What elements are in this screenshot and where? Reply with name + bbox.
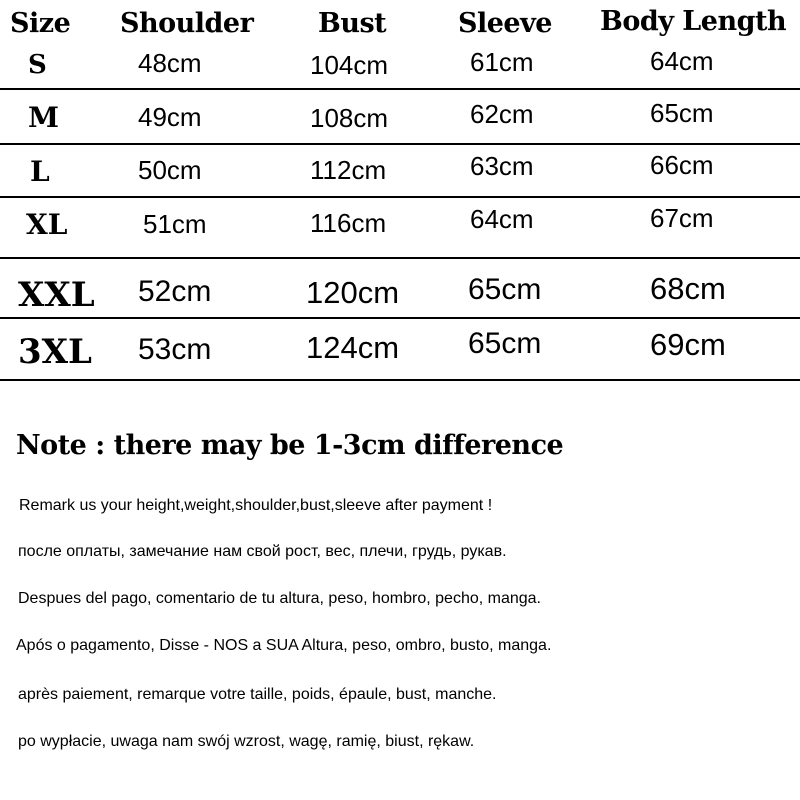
shoulder-cell: 53cm <box>138 333 212 366</box>
shoulder-cell: 48cm <box>138 48 202 78</box>
header-shoulder: Shoulder <box>120 8 254 39</box>
shoulder-cell: 49cm <box>138 102 202 132</box>
header-size: Size <box>10 8 71 39</box>
body-length-cell: 65cm <box>650 98 714 128</box>
body-length-cell: 69cm <box>650 327 726 362</box>
header-body-length: Body Length <box>600 6 787 37</box>
remark-line-russian: после оплаты, замечание нам свой рост, вес, плечи, грудь, рукав. <box>18 543 507 560</box>
sleeve-cell: 65cm <box>468 327 542 360</box>
size-cell: 3XL <box>18 332 92 372</box>
header-sleeve: Sleeve <box>458 8 552 39</box>
bust-cell: 124cm <box>306 330 400 365</box>
row-divider <box>0 88 800 90</box>
row-divider <box>0 257 800 259</box>
body-length-cell: 68cm <box>650 271 726 306</box>
remark-line-polish: po wypłacie, uwaga nam swój wzrost, wagę, ramię, biust, rękaw. <box>18 733 475 750</box>
sleeve-cell: 62cm <box>470 99 534 129</box>
sleeve-cell: 63cm <box>470 151 534 181</box>
size-cell: L <box>30 155 50 188</box>
row-divider <box>0 143 800 145</box>
size-cell: M <box>28 101 59 134</box>
body-length-cell: 66cm <box>650 150 714 180</box>
bust-cell: 116cm <box>310 208 387 238</box>
row-divider <box>0 379 800 381</box>
size-cell: XL <box>26 208 68 241</box>
row-divider <box>0 196 800 198</box>
remark-line-portuguese: Após o pagamento, Disse - NOS a SUA Altura, peso, ombro, busto, manga. <box>16 637 552 654</box>
remark-line-french: après paiement, remarque votre taille, poids, épaule, bust, manche. <box>18 686 497 703</box>
shoulder-cell: 50cm <box>138 155 202 185</box>
size-cell: XXL <box>18 275 95 315</box>
bust-cell: 104cm <box>310 50 389 80</box>
shoulder-cell: 51cm <box>143 209 207 239</box>
header-bust: Bust <box>318 8 387 39</box>
sleeve-cell: 61cm <box>470 47 534 77</box>
note-title: Note : there may be 1-3cm difference <box>16 430 564 461</box>
bust-cell: 108cm <box>310 103 389 133</box>
body-length-cell: 67cm <box>650 203 714 233</box>
row-divider <box>0 317 800 319</box>
sleeve-cell: 64cm <box>470 204 534 234</box>
size-cell: S <box>28 50 47 80</box>
bust-cell: 112cm <box>310 155 387 185</box>
remark-line-spanish: Despues del pago, comentario de tu altura, peso, hombro, pecho, manga. <box>18 590 541 607</box>
remark-line-english: Remark us your height,weight,shoulder,bust,sleeve after payment ! <box>19 497 493 514</box>
bust-cell: 120cm <box>306 275 400 310</box>
body-length-cell: 64cm <box>650 46 714 76</box>
sleeve-cell: 65cm <box>468 273 542 306</box>
shoulder-cell: 52cm <box>138 275 212 308</box>
